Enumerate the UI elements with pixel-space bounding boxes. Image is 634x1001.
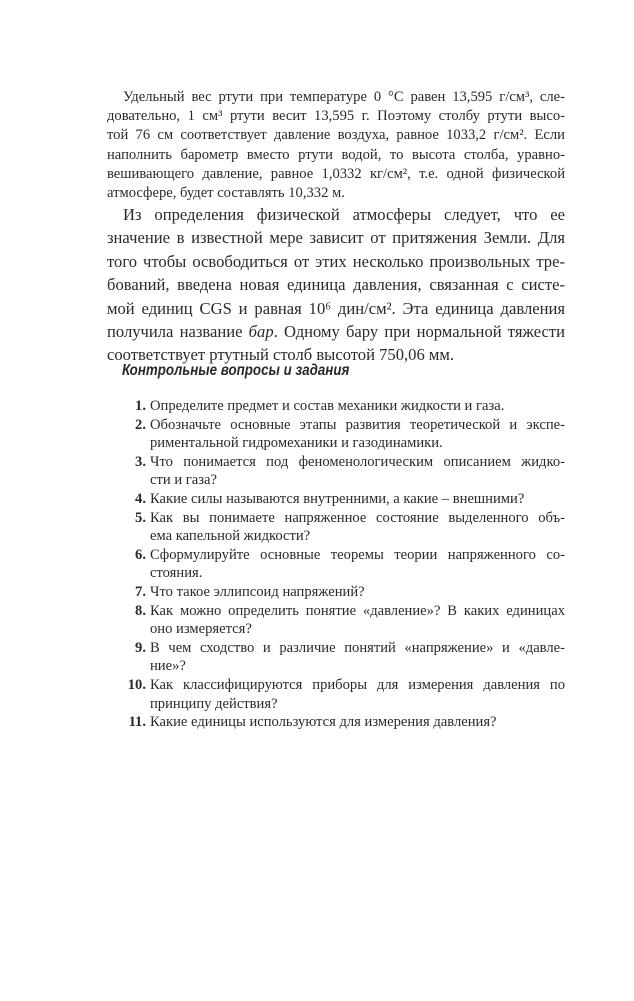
text-line: вешивающего давление, равное 1,0332 кг/см², т.е. одной физической (107, 165, 565, 182)
question-item (112, 713, 565, 732)
text-line: наполнить барометр вместо ртути водой, то высота столба, уравно- (107, 146, 565, 163)
question-number: 6. (135, 546, 146, 563)
text-line: мой единиц CGS и равная 10⁶ дин/см². Эта единица давления (107, 298, 565, 318)
text-line: Как можно определить понятие «давление»? В каких единицах (150, 602, 565, 619)
text-line: того чтобы освободиться от этих несколько произвольных тре- (107, 251, 565, 271)
question-text (150, 676, 565, 713)
question-item (112, 676, 565, 713)
question-text (150, 397, 565, 416)
question-item (112, 583, 565, 602)
question-number: 9. (135, 639, 146, 656)
text-line: бований, введена новая единица давления, связанная с систе- (107, 275, 565, 295)
text-line: Что такое эллипсоид напряжений? (150, 583, 365, 600)
text-line: Как вы понимаете напряженное состояние выделенного объ- (150, 509, 565, 526)
text-line: соответствует ртутный столб высотой 750,06 мм. (107, 345, 455, 365)
text-line: Из определения физической атмосферы следует, что ее (123, 205, 565, 224)
text-line: В чем сходство и различие понятий «напряжение» и «давле- (150, 639, 565, 656)
text-line: значение в известной мере зависит от притяжения Земли. Для (107, 228, 565, 248)
text-line: ние»? (150, 658, 186, 675)
question-item (112, 509, 565, 546)
questions-list (112, 397, 565, 732)
text-line: атмосфере, будет составлять 10,332 м. (107, 185, 345, 202)
question-text (150, 583, 565, 602)
question-text (150, 509, 565, 546)
text-line: Удельный вес ртути при температуре 0 °С равен 13,595 г/см³, сле- (123, 89, 565, 105)
question-text (150, 416, 565, 453)
question-item (112, 602, 565, 639)
text-line: стояния. (150, 565, 203, 582)
text-line: оно измеряется? (150, 621, 252, 638)
question-number: 2. (135, 416, 146, 433)
question-text (150, 490, 565, 509)
text-line: довательно, 1 см³ ртути весит 13,595 г. Поэтому столбу ртути высо- (107, 108, 565, 125)
text-line: Какие единицы используются для измерения давления? (150, 714, 497, 731)
text-line: той 76 см соответствует давление воздуха, равное 1033,2 г/см². Если (107, 127, 565, 144)
question-number: 4. (135, 490, 146, 507)
question-number: 8. (135, 602, 146, 619)
text-line: Обозначьте основные этапы развития теоретической и экспе- (150, 416, 565, 433)
text-line: Какие силы называются внутренними, а какие – внешними? (150, 490, 525, 507)
question-text (150, 713, 565, 732)
question-item (112, 397, 565, 416)
question-number: 3. (135, 453, 146, 470)
text-line: получила название бар. Одному бару при нормальной тяжести (107, 322, 565, 342)
question-number: 10. (127, 676, 146, 693)
text-line: риментальной гидромеханики и газодинамики. (150, 435, 443, 452)
text-line: Что понимается под феноменологическим описанием жидко- (150, 453, 565, 470)
section-heading: Контрольные вопросы и задания (122, 362, 350, 379)
question-number: 11. (128, 714, 146, 731)
text-line: ема капельной жидкости? (150, 528, 311, 545)
question-text (150, 453, 565, 490)
text-line: принципу действия? (150, 695, 278, 712)
text-line: сти и газа? (150, 472, 217, 489)
question-number: 7. (135, 583, 146, 600)
paragraph-bar-unit (107, 203, 565, 367)
question-item (112, 490, 565, 509)
paragraph-mercury-weight (107, 88, 565, 203)
question-number: 1. (135, 398, 146, 414)
text-line: Сформулируйте основные теоремы теории напряженного со- (150, 546, 565, 563)
text-line: Определите предмет и состав механики жидкости и газа. (150, 398, 505, 414)
question-item (112, 546, 565, 583)
question-number: 5. (135, 509, 146, 526)
question-text (150, 546, 565, 583)
text-line: Как классифицируются приборы для измерения давления по (150, 676, 565, 693)
question-item (112, 416, 565, 453)
question-text (150, 639, 565, 676)
question-item (112, 639, 565, 676)
question-text (150, 602, 565, 639)
question-item (112, 453, 565, 490)
